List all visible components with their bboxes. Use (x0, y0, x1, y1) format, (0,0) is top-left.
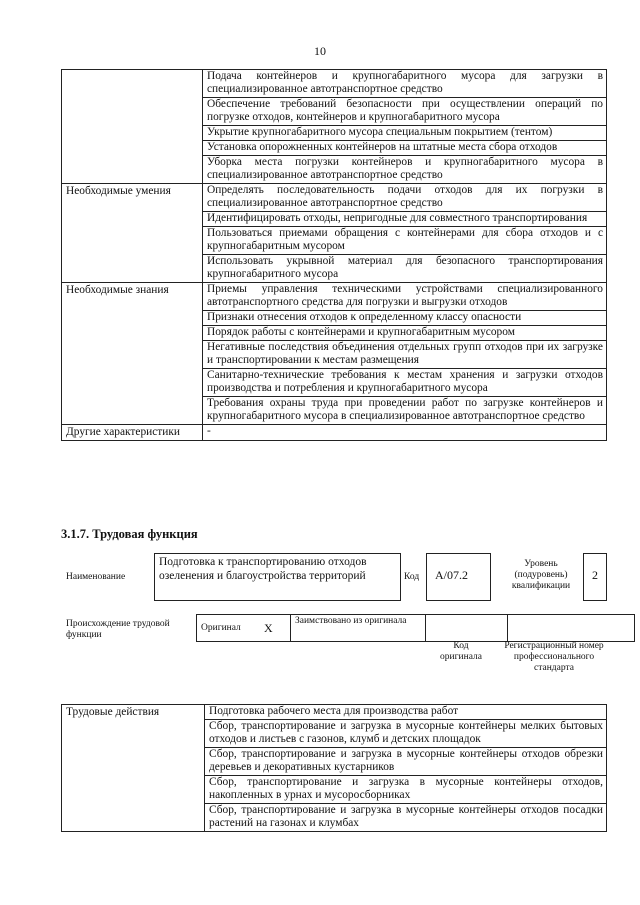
labor-actions-table (61, 704, 607, 832)
row-label: Трудовые действия (62, 705, 205, 832)
page-number: 10 (314, 44, 326, 58)
row-item: Укрытие крупногабаритного мусора специальным покрытием (тентом) (203, 126, 607, 141)
row-label: Другие характеристики (62, 425, 203, 441)
row-item: Приемы управления техническими устройствами специализированного автотранспортного средства для погрузки и выгрузки отходов (203, 283, 607, 311)
table-row (62, 425, 607, 441)
row-item: Обеспечение требований безопасности при осуществлении операций по погрузке отходов, контейнеров и крупногабаритного мусора (203, 98, 607, 126)
level-value-box: 2 (583, 553, 607, 601)
row-item: Признаки отнесения отходов к определенному классу опасности (203, 311, 607, 326)
function-name-box: Подготовка к транспортированию отходов озеленения и благоустройства территорий (154, 553, 401, 601)
row-label (62, 70, 203, 184)
table-row (62, 705, 607, 720)
table-row (62, 70, 607, 98)
row-item: Использовать укрывной материал для безопасного транспортирования крупногабаритного мусора (203, 255, 607, 283)
row-item: Порядок работы с контейнерами и крупногабаритным мусором (203, 326, 607, 341)
row-item: Сбор, транспортирование и загрузка в мусорные контейнеры отходов посадки растений на газонах и клумбах (205, 804, 607, 832)
row-item: Подача контейнеров и крупногабаритного мусора для загрузки в специализированное автотранспортное средство (203, 70, 607, 98)
section-title: 3.1.7. Трудовая функция (61, 527, 198, 541)
reg-number-cell (508, 615, 635, 642)
code-label: Код (404, 572, 420, 582)
name-label: Наименование (66, 572, 126, 582)
borrowed-label: Заимствовано из оригинала (291, 615, 426, 642)
row-item: Уборка места погрузки контейнеров и крупногабаритного мусора в специализированное автотранспортное средство (203, 156, 607, 184)
row-item: - (203, 425, 607, 441)
origin-label: Происхождение трудовой функции (66, 619, 170, 640)
row-label: Необходимые умения (62, 184, 203, 283)
level-label: Уровень (подуровень) квалификации (511, 559, 571, 591)
row-item: Сбор, транспортирование и загрузка в мусорные контейнеры мелких бытовых отходов и листьев с газонов, клумб и детских площадок (205, 720, 607, 748)
row-item: Определять последовательность подачи отходов для их погрузки в специализированное автотранспортное средство (203, 184, 607, 212)
code-original-caption: Код оригинала (440, 641, 482, 662)
row-item: Сбор, транспортирование и загрузка в мусорные контейнеры отходов обрезки деревьев и декоративных кустарников (205, 748, 607, 776)
requirements-table (61, 69, 607, 441)
reg-number-caption: Регистрационный номер профессионального стандарта (504, 641, 604, 673)
original-mark: X (260, 615, 291, 642)
row-item: Идентифицировать отходы, непригодные для совместного транспортирования (203, 212, 607, 227)
row-item: Требования охраны труда при проведении работ по загрузке контейнеров и крупногабаритного мусора в специализированное автотранспортное средство (203, 397, 607, 425)
row-item: Пользоваться приемами обращения с контейнерами для сбора отходов и с крупногабаритным мусором (203, 227, 607, 255)
function-code-box: А/07.2 (426, 553, 491, 601)
origin-table (196, 614, 635, 642)
row-item: Сбор, транспортирование и загрузка в мусорные контейнеры отходов, накопленных в урнах и мусоросборниках (205, 776, 607, 804)
table-row (62, 283, 607, 311)
row-item: Негативные последствия объединения отдельных групп отходов при их загрузке и транспортировании к местам размещения (203, 341, 607, 369)
row-item: Подготовка рабочего места для производства работ (205, 705, 607, 720)
table-row (62, 184, 607, 212)
original-code-cell (426, 615, 508, 642)
row-item: Установка опорожненных контейнеров на штатные места сбора отходов (203, 141, 607, 156)
row-label: Необходимые знания (62, 283, 203, 425)
original-label: Оригинал (197, 615, 261, 642)
row-item: Санитарно-технические требования к местам хранения и загрузки отходов производства и потребления и крупногабаритного мусора (203, 369, 607, 397)
